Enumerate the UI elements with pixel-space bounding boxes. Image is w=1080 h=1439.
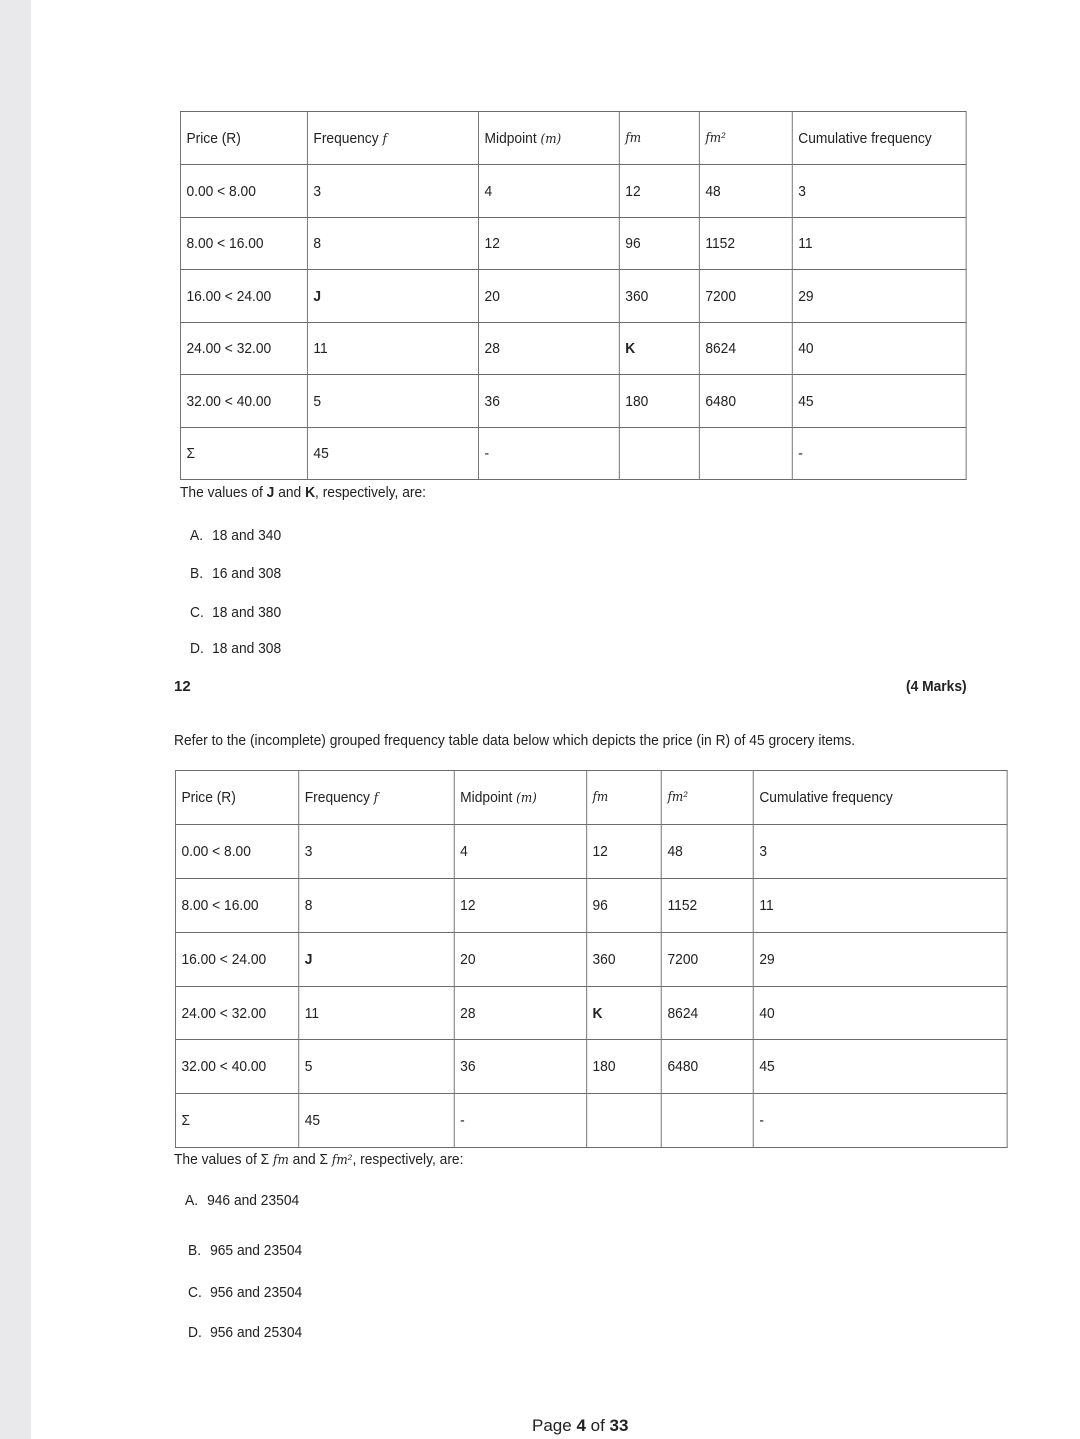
cell-frequency: 3	[299, 825, 454, 879]
header-midpoint: Midpoint (m)	[454, 771, 586, 825]
header-fm: fm	[619, 112, 699, 165]
cell-price: 16.00 < 24.00	[180, 270, 307, 323]
cell-midpoint: -	[479, 428, 620, 480]
q12-option-c[interactable]: C. 956 and 23504	[188, 1284, 303, 1301]
cell-price: 24.00 < 32.00	[180, 323, 307, 375]
cell-cumulative: 3	[753, 825, 1007, 879]
q12-option-a[interactable]: A. 946 and 23504	[185, 1192, 300, 1209]
cell-price: 0.00 < 8.00	[180, 165, 307, 218]
header-fm: fm	[587, 771, 662, 825]
cell-cumulative: 11	[792, 218, 966, 270]
cell-midpoint: 4	[454, 825, 586, 879]
table-row	[180, 323, 966, 375]
page-number-footer: Page 4 of 33	[532, 1416, 629, 1435]
cell-fm-k: K	[619, 323, 699, 375]
cell-cumulative: 40	[792, 323, 966, 375]
cell-midpoint: 4	[479, 165, 620, 218]
q11-option-d[interactable]: D. 18 and 308	[190, 640, 282, 657]
frequency-table-q12	[175, 770, 1008, 1148]
question-12-intro: Refer to the (incomplete) grouped frequency table data below which depicts the price (in R) of 45 grocery items.	[174, 732, 856, 749]
cell-cumulative: 29	[753, 933, 1007, 987]
cell-frequency: 8	[307, 218, 478, 270]
header-price: Price (R)	[175, 771, 298, 825]
cell-fm2: 8624	[699, 323, 792, 375]
cell-fm: 360	[587, 933, 662, 987]
cell-fm2: 8624	[662, 987, 754, 1040]
cell-fm2: 48	[662, 825, 754, 879]
cell-cumulative: 29	[792, 270, 966, 323]
cell-frequency: 5	[299, 1040, 454, 1094]
cell-frequency: 5	[307, 375, 478, 428]
table-row	[175, 933, 1007, 987]
cell-midpoint: 20	[454, 933, 586, 987]
header-fm2: fm²	[699, 112, 792, 165]
cell-fm2	[662, 1094, 754, 1148]
cell-cumulative: 45	[792, 375, 966, 428]
cell-fm: 12	[619, 165, 699, 218]
cell-fm: 180	[587, 1040, 662, 1094]
table-row	[180, 270, 966, 323]
cell-price: 16.00 < 24.00	[175, 933, 298, 987]
cell-frequency-j: J	[299, 933, 454, 987]
question-12-prompt: The values of Σ fm and Σ fm², respectively, are:	[174, 1151, 464, 1168]
table-header-row	[180, 112, 966, 165]
table-row	[180, 218, 966, 270]
cell-cumulative: -	[792, 428, 966, 480]
cell-fm	[619, 428, 699, 480]
cell-frequency: 3	[307, 165, 478, 218]
table-row	[175, 1040, 1007, 1094]
cell-midpoint: 28	[454, 987, 586, 1040]
cell-frequency-j: J	[307, 270, 478, 323]
cell-fm	[587, 1094, 662, 1148]
cell-fm2: 1152	[699, 218, 792, 270]
header-cumulative: Cumulative frequency	[792, 112, 966, 165]
cell-cumulative: 3	[792, 165, 966, 218]
table-row	[180, 375, 966, 428]
cell-fm2	[699, 428, 792, 480]
cell-price: 32.00 < 40.00	[180, 375, 307, 428]
table-row	[180, 165, 966, 218]
cell-fm: 12	[587, 825, 662, 879]
question-12-marks: (4 Marks)	[906, 678, 967, 695]
cell-cumulative: 40	[753, 987, 1007, 1040]
q11-option-c[interactable]: C. 18 and 380	[190, 604, 282, 621]
cell-midpoint: -	[454, 1094, 586, 1148]
cell-fm2: 6480	[699, 375, 792, 428]
cell-price: 0.00 < 8.00	[175, 825, 298, 879]
cell-fm2: 6480	[662, 1040, 754, 1094]
table-row	[175, 879, 1007, 933]
table-header-row	[175, 771, 1007, 825]
cell-midpoint: 36	[454, 1040, 586, 1094]
cell-price: 24.00 < 32.00	[175, 987, 298, 1040]
header-midpoint: Midpoint (m)	[479, 112, 620, 165]
cell-fm2: 7200	[699, 270, 792, 323]
header-frequency: Frequency f	[299, 771, 454, 825]
cell-frequency-total: 45	[307, 428, 478, 480]
cell-price: 8.00 < 16.00	[180, 218, 307, 270]
header-frequency: Frequency f	[307, 112, 478, 165]
table-sum-row	[180, 428, 966, 480]
header-price: Price (R)	[180, 112, 307, 165]
cell-fm2: 7200	[662, 933, 754, 987]
cell-fm: 96	[587, 879, 662, 933]
cell-frequency: 11	[307, 323, 478, 375]
cell-price: 8.00 < 16.00	[175, 879, 298, 933]
cell-cumulative: 45	[753, 1040, 1007, 1094]
table-sum-row	[175, 1094, 1007, 1148]
cell-cumulative: -	[753, 1094, 1007, 1148]
frequency-table-q11	[180, 111, 967, 480]
cell-midpoint: 12	[454, 879, 586, 933]
q11-option-b[interactable]: B. 16 and 308	[190, 565, 282, 582]
cell-fm2: 48	[699, 165, 792, 218]
cell-frequency: 11	[299, 987, 454, 1040]
cell-midpoint: 20	[479, 270, 620, 323]
table-row	[175, 987, 1007, 1040]
question-11-prompt: The values of J and K, respectively, are:	[180, 484, 426, 501]
cell-midpoint: 36	[479, 375, 620, 428]
cell-midpoint: 12	[479, 218, 620, 270]
cell-fm2: 1152	[662, 879, 754, 933]
q12-option-d[interactable]: D. 956 and 25304	[188, 1324, 303, 1341]
cell-cumulative: 11	[753, 879, 1007, 933]
cell-fm: 96	[619, 218, 699, 270]
cell-fm-k: K	[587, 987, 662, 1040]
header-fm2: fm²	[662, 771, 754, 825]
cell-frequency: 8	[299, 879, 454, 933]
table-row	[175, 825, 1007, 879]
cell-fm: 360	[619, 270, 699, 323]
header-cumulative: Cumulative frequency	[753, 771, 1007, 825]
q12-option-b[interactable]: B. 965 and 23504	[188, 1242, 303, 1259]
cell-midpoint: 28	[479, 323, 620, 375]
q11-option-a[interactable]: A. 18 and 340	[190, 527, 282, 544]
cell-frequency-total: 45	[299, 1094, 454, 1148]
question-12-number: 12	[174, 678, 191, 695]
cell-sigma: Σ	[180, 428, 307, 480]
cell-price: 32.00 < 40.00	[175, 1040, 298, 1094]
cell-fm: 180	[619, 375, 699, 428]
cell-sigma: Σ	[175, 1094, 298, 1148]
